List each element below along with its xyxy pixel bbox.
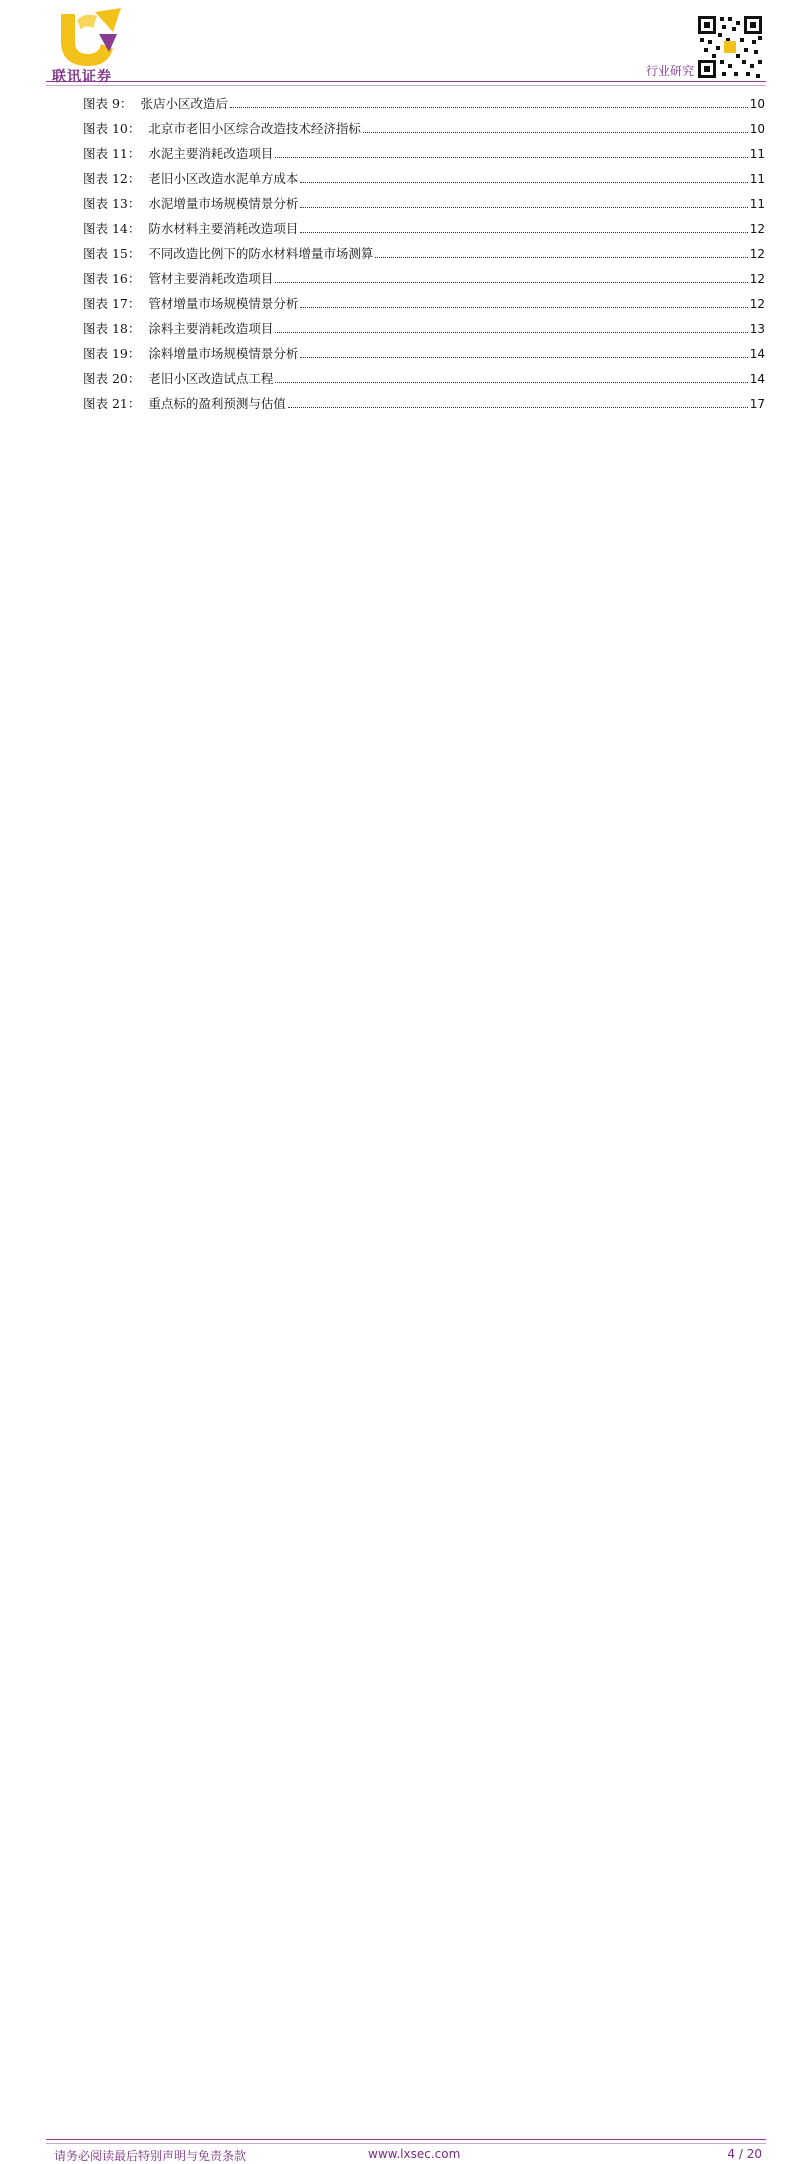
footer-rule-thin	[46, 2143, 766, 2144]
toc-leader-dots	[375, 257, 747, 258]
toc-entry-label: 图表 10：	[83, 121, 141, 136]
toc-entry-page: 10	[749, 122, 765, 136]
toc-entry-label: 图表 17：	[83, 296, 141, 311]
toc-entry[interactable]	[83, 219, 765, 244]
company-logo	[50, 8, 134, 85]
report-type-label: 行业研究	[645, 64, 694, 78]
toc-entry-page: 12	[749, 272, 765, 286]
page-header	[0, 0, 800, 90]
toc-entry-label: 图表 21：	[83, 396, 141, 411]
toc-entry-title: 水泥增量市场规模情景分析	[148, 196, 299, 211]
logo-text: 联讯证券	[52, 69, 112, 85]
qr-code-icon	[696, 14, 764, 80]
toc-entry-page: 12	[749, 222, 765, 236]
toc-entry-page: 13	[749, 322, 765, 336]
toc-entry-label: 图表 9：	[83, 96, 133, 111]
toc-entry-label: 图表 18：	[83, 321, 141, 336]
toc-leader-dots	[300, 232, 747, 233]
toc-entry[interactable]	[83, 169, 765, 194]
toc-entry-title: 涂料增量市场规模情景分析	[148, 346, 299, 361]
toc-entry-label: 图表 15：	[83, 246, 141, 261]
toc-entry[interactable]	[83, 369, 765, 394]
toc-entry-page: 11	[749, 197, 765, 211]
toc-entry-label: 图表 20：	[83, 371, 141, 386]
toc-entry[interactable]	[83, 344, 765, 369]
toc-entry-page: 11	[749, 172, 765, 186]
toc-entry-page: 14	[749, 372, 765, 386]
toc-entry[interactable]	[83, 394, 765, 419]
toc-entry-label: 图表 14：	[83, 221, 141, 236]
toc-entry-title: 防水材料主要消耗改造项目	[148, 221, 299, 236]
toc-entry-title: 管材主要消耗改造项目	[148, 271, 274, 286]
website-link[interactable]: www.lxsec.com	[368, 2147, 461, 2161]
toc-entry-title: 张店小区改造后	[140, 96, 228, 111]
toc-entry[interactable]	[83, 94, 765, 119]
toc-entry-label: 图表 11：	[83, 146, 141, 161]
toc-leader-dots	[288, 407, 748, 408]
toc-entry-title: 不同改造比例下的防水材料增量市场测算	[148, 246, 374, 261]
toc-entry-label: 图表 16：	[83, 271, 141, 286]
toc-entry-label: 图表 12：	[83, 171, 141, 186]
page-number: 4 / 20	[727, 2147, 762, 2161]
toc-entry-label: 图表 13：	[83, 196, 141, 211]
toc-entry-page: 11	[749, 147, 765, 161]
toc-entry-title: 管材增量市场规模情景分析	[148, 296, 299, 311]
toc-entry[interactable]	[83, 269, 765, 294]
disclaimer-text: 请务必阅读最后特别声明与免责条款	[54, 2149, 247, 2163]
toc-leader-dots	[230, 107, 748, 108]
toc-entry-page: 17	[749, 397, 765, 411]
toc-leader-dots	[300, 207, 747, 208]
toc-leader-dots	[275, 382, 747, 383]
footer-rule	[46, 2139, 766, 2140]
toc-leader-dots	[275, 282, 747, 283]
toc-entry-title: 老旧小区改造水泥单方成本	[148, 171, 299, 186]
toc-entry-page: 12	[749, 247, 765, 261]
toc-leader-dots	[300, 307, 747, 308]
toc-entry[interactable]	[83, 244, 765, 269]
toc-entry[interactable]	[83, 294, 765, 319]
toc-entry[interactable]	[83, 119, 765, 144]
toc-leader-dots	[363, 132, 748, 133]
toc-entry-title: 涂料主要消耗改造项目	[148, 321, 274, 336]
toc-entry-label: 图表 19：	[83, 346, 141, 361]
logo-mark-icon	[55, 8, 125, 66]
header-rule	[46, 81, 766, 82]
toc-entry-page: 10	[749, 97, 765, 111]
toc-leader-dots	[300, 357, 747, 358]
toc-entry[interactable]	[83, 194, 765, 219]
toc-leader-dots	[300, 182, 747, 183]
page-footer	[0, 1068, 800, 2163]
toc-entry-page: 14	[749, 347, 765, 361]
toc-leader-dots	[275, 157, 747, 158]
header-rule-thin	[46, 85, 766, 86]
toc-entry-title: 水泥主要消耗改造项目	[148, 146, 274, 161]
toc-entry-title: 重点标的盈利预测与估值	[148, 396, 286, 411]
figure-index-list	[83, 94, 765, 419]
toc-entry-title: 老旧小区改造试点工程	[148, 371, 274, 386]
toc-entry-title: 北京市老旧小区综合改造技术经济指标	[148, 121, 361, 136]
toc-entry[interactable]	[83, 144, 765, 169]
toc-entry-page: 12	[749, 297, 765, 311]
toc-leader-dots	[275, 332, 747, 333]
toc-entry[interactable]	[83, 319, 765, 344]
